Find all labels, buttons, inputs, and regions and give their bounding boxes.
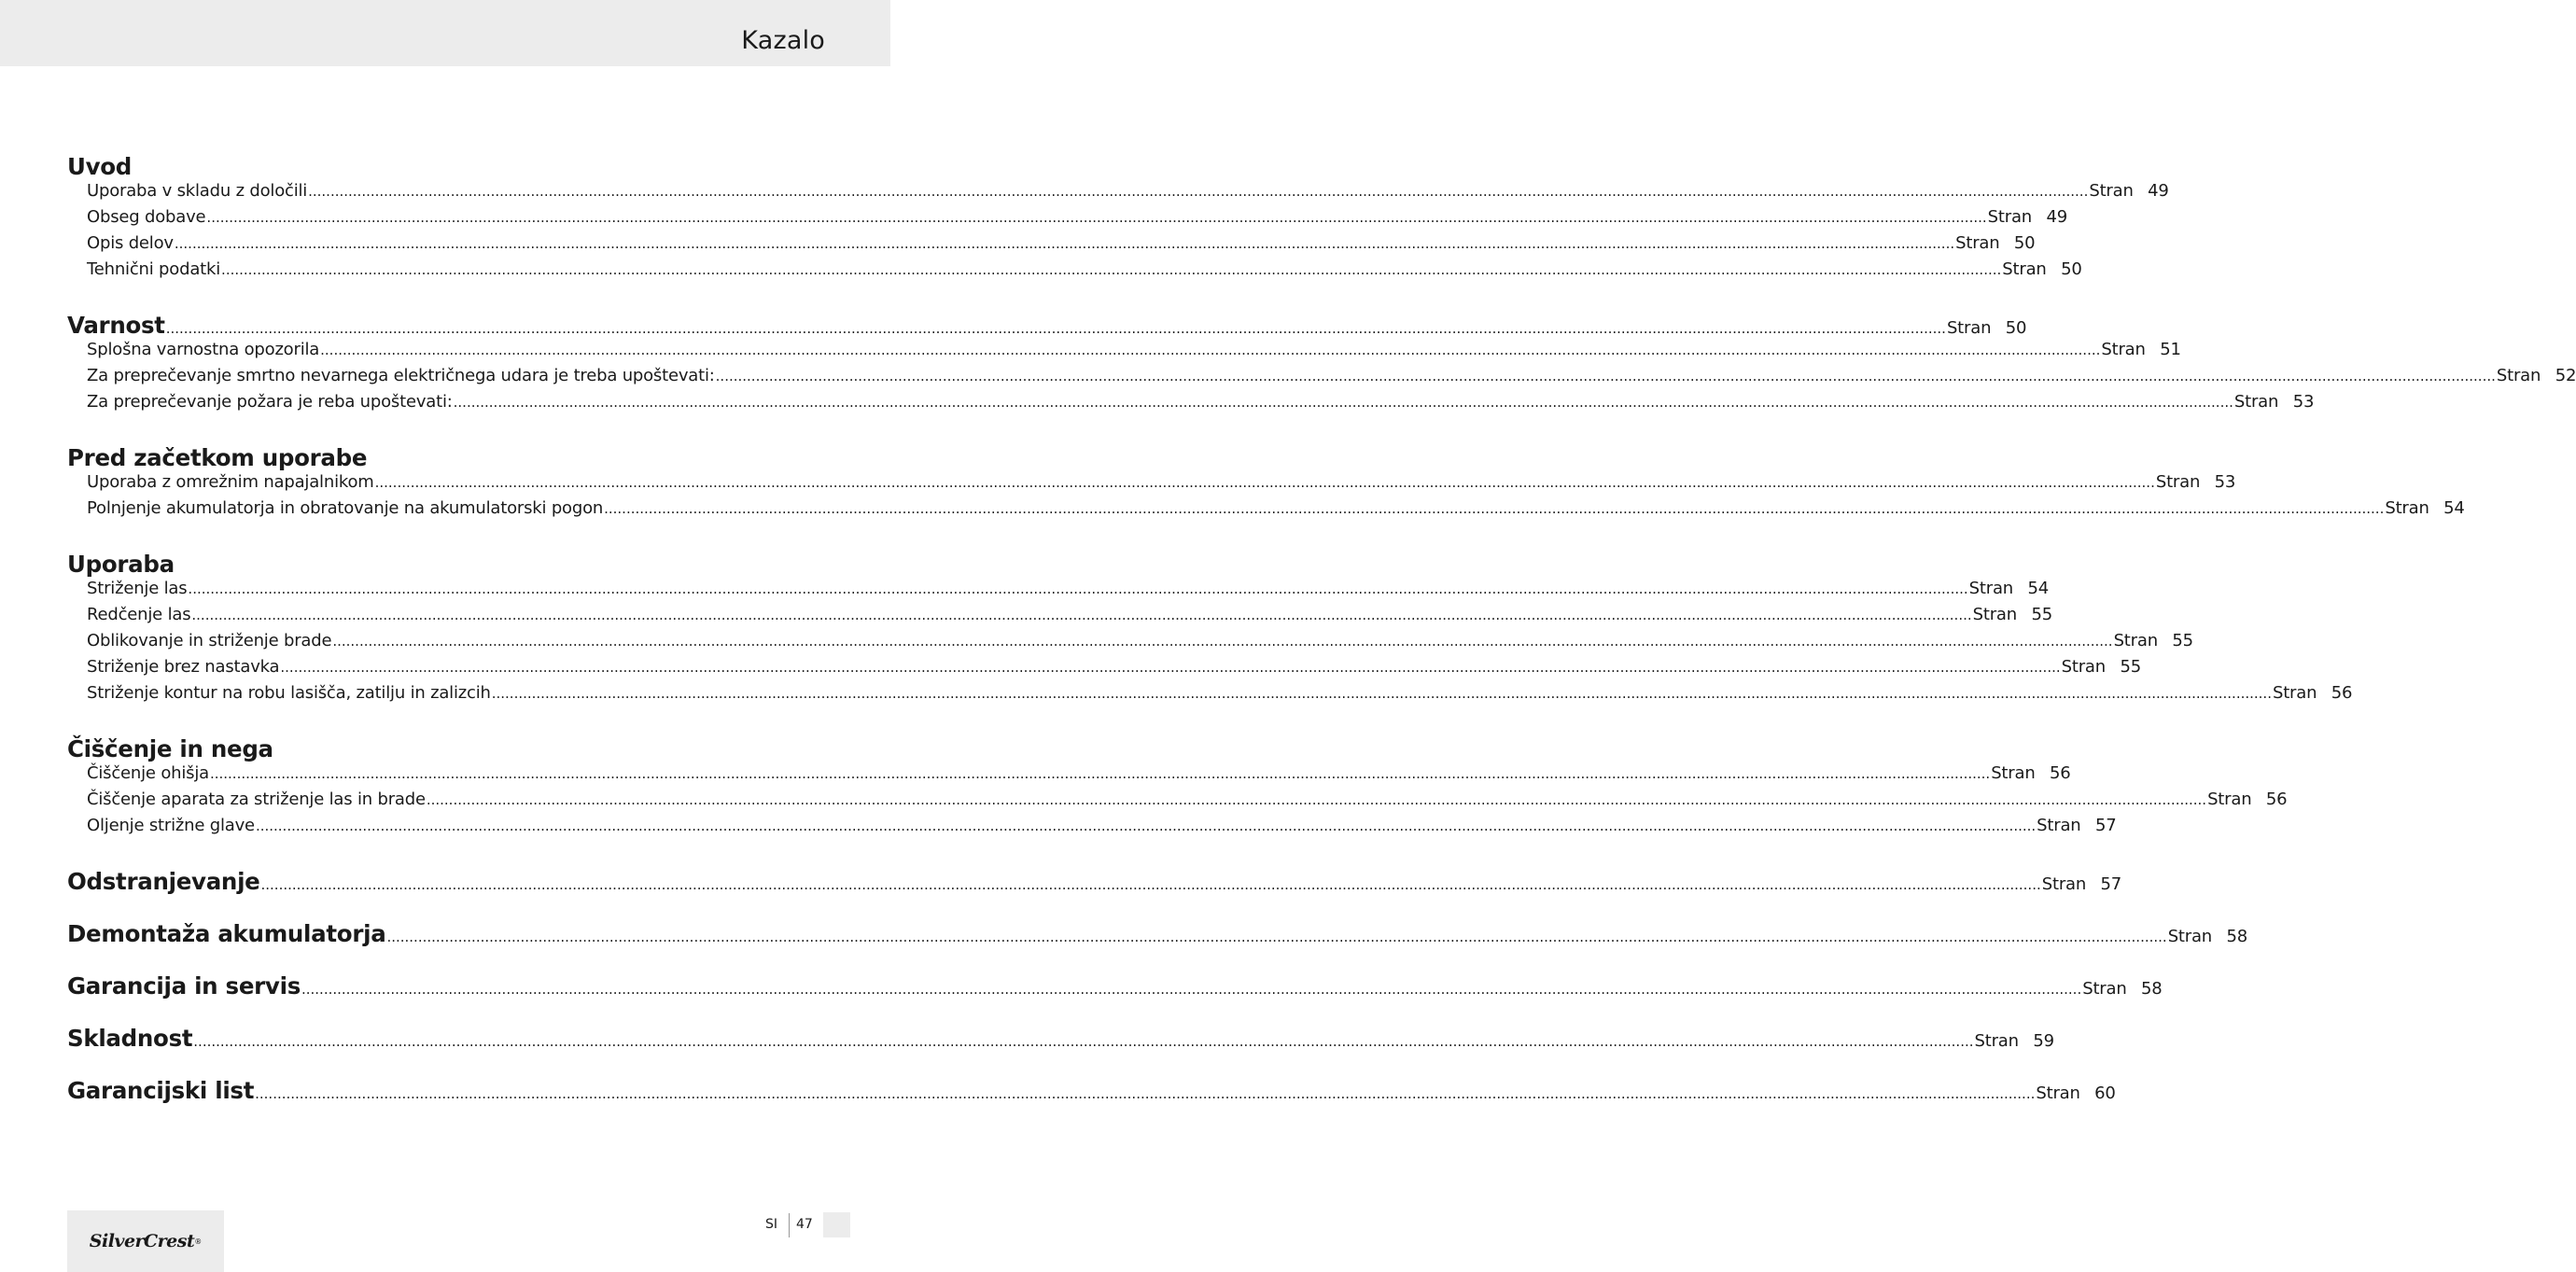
toc-section-title: Uporaba (67, 551, 175, 578)
language-code: SI (765, 1217, 778, 1232)
toc-page-number: 49 (2046, 207, 2067, 227)
toc-page-prefix: Stran (2167, 927, 2213, 946)
toc-entry-label: Polnjenje akumulatorja in obratovanje na akumulatorski pogon (87, 498, 604, 518)
toc-page-prefix: Stran (2496, 366, 2541, 385)
toc-page-number: 50 (2005, 318, 2027, 338)
toc-page-number: 53 (2214, 472, 2236, 492)
toc-section-row (67, 920, 2248, 948)
toc-section-row (67, 312, 2027, 340)
toc-page-number: 57 (2100, 874, 2122, 894)
toc-page-number: 59 (2033, 1031, 2054, 1051)
toc-entry (67, 605, 2052, 631)
toc-page-prefix: Stran (2036, 1083, 2080, 1103)
toc-section-row (67, 1077, 2116, 1105)
toc-entry (67, 233, 2036, 259)
toc-entry (67, 207, 2067, 233)
toc-page-number: 49 (2148, 181, 2169, 201)
toc-entry-label: Oljenje strižne glave (87, 816, 255, 835)
toc-entry-label: Striženje brez nastavka (87, 657, 280, 677)
toc-section-title: Garancija in servis (67, 972, 301, 999)
toc-entry (67, 683, 2353, 709)
toc-section-row (67, 868, 2122, 896)
toc-entry (67, 631, 2193, 657)
toc-page-number: 56 (2331, 683, 2353, 703)
toc-page-prefix: Stran (1946, 318, 1992, 338)
toc-entry (67, 340, 2181, 366)
toc-leader-dots: ................................................................................................................................................................................................................................................................................................................................................................................................................ (491, 685, 2272, 702)
toc-leader-dots: ................................................................................................................................................................................................................................................................................................................................................................................................................ (374, 474, 2155, 491)
toc-page-prefix: Stran (2385, 498, 2429, 518)
toc-entry-label: Tehnični podatki (87, 259, 221, 279)
toc-page-number: 55 (2172, 631, 2193, 650)
toc-entry (67, 498, 2465, 524)
toc-leader-dots: ................................................................................................................................................................................................................................................................................................................................................................................................................ (255, 818, 2037, 834)
toc-leader-dots: ................................................................................................................................................................................................................................................................................................................................................................................................................ (301, 981, 2082, 998)
toc-page-prefix: Stran (2041, 874, 2087, 894)
page-number: 47 (796, 1217, 813, 1232)
footer-divider (789, 1213, 790, 1237)
toc-spacer (67, 286, 820, 312)
toc-leader-dots: ................................................................................................................................................................................................................................................................................................................................................................................................................ (206, 209, 1987, 226)
toc-spacer (67, 1000, 820, 1025)
toc-page-prefix: Stran (2101, 340, 2146, 359)
toc-spacer (67, 896, 820, 920)
toc-page-prefix: Stran (1974, 1031, 2019, 1051)
toc-entry (67, 392, 2315, 418)
toc-entry (67, 763, 2071, 790)
toc-entry-label: Oblikovanje in striženje brade (87, 631, 332, 650)
toc-leader-dots: ................................................................................................................................................................................................................................................................................................................................................................................................................ (715, 368, 2496, 384)
toc-leader-dots: ................................................................................................................................................................................................................................................................................................................................................................................................................ (260, 876, 2041, 893)
toc-page-number: 53 (2292, 392, 2315, 412)
toc-page-number: 55 (2120, 657, 2141, 677)
toc-page-prefix: Stran (2113, 631, 2158, 650)
toc-leader-dots: ................................................................................................................................................................................................................................................................................................................................................................................................................ (280, 659, 2061, 676)
toc-leader-dots: ................................................................................................................................................................................................................................................................................................................................................................................................................ (255, 1085, 2036, 1102)
toc-section-row (67, 972, 2163, 1000)
toc-page-prefix: Stran (2002, 259, 2047, 279)
toc-page-number: 52 (2555, 366, 2576, 385)
toc-page-prefix: Stran (1991, 763, 2036, 783)
toc-page-prefix: Stran (2272, 683, 2317, 703)
brand-name: SilverCrest (89, 1231, 195, 1251)
toc-page-prefix: Stran (1987, 207, 2032, 227)
brand-logo (67, 1210, 224, 1272)
toc-entry-label: Za preprečevanje smrtno nevarnega električnega udara je treba upoštevati: (87, 366, 715, 385)
toc-page-prefix: Stran (1955, 233, 2000, 253)
toc-page-number: 54 (2027, 579, 2049, 598)
toc-section-title: Skladnost (67, 1025, 193, 1052)
toc-leader-dots: ................................................................................................................................................................................................................................................................................................................................................................................................................ (308, 183, 2089, 200)
toc-spacer (67, 418, 820, 444)
toc-page-number: 50 (2013, 233, 2036, 253)
toc-entry (67, 579, 2049, 605)
toc-leader-dots: ................................................................................................................................................................................................................................................................................................................................................................................................................ (221, 261, 2002, 278)
toc-section-title: Odstranjevanje (67, 868, 260, 895)
toc-page-number: 55 (2031, 605, 2052, 624)
table-of-contents (67, 153, 2576, 1105)
toc-page-prefix: Stran (1972, 605, 2017, 624)
toc-entry-label: Redčenje las (87, 605, 191, 624)
toc-page-prefix: Stran (2155, 472, 2201, 492)
toc-section-title: Varnost (67, 312, 165, 339)
toc-leader-dots: ................................................................................................................................................................................................................................................................................................................................................................................................................ (320, 342, 2101, 358)
toc-spacer (67, 948, 820, 972)
toc-spacer (67, 709, 820, 735)
toc-page-prefix: Stran (2082, 979, 2127, 999)
toc-page-prefix: Stran (2089, 181, 2134, 201)
toc-section-row (67, 1025, 2054, 1053)
toc-leader-dots: ................................................................................................................................................................................................................................................................................................................................................................................................................ (191, 607, 1972, 623)
toc-entry-label: Obseg dobave (87, 207, 206, 227)
brand-registered-mark: ® (194, 1237, 203, 1246)
toc-page-number: 58 (2226, 927, 2248, 946)
toc-leader-dots: ................................................................................................................................................................................................................................................................................................................................................................................................................ (426, 791, 2207, 808)
toc-page-prefix: Stran (2233, 392, 2279, 412)
toc-page-prefix: Stran (2207, 790, 2252, 809)
toc-spacer (67, 1053, 820, 1077)
toc-leader-dots: ................................................................................................................................................................................................................................................................................................................................................................................................................ (193, 1033, 1974, 1050)
toc-page-number: 57 (2094, 816, 2117, 835)
toc-entry (67, 472, 2236, 498)
page-title: Kazalo (741, 26, 825, 55)
toc-leader-dots: ................................................................................................................................................................................................................................................................................................................................................................................................................ (174, 235, 1955, 252)
toc-entry (67, 366, 2576, 392)
toc-leader-dots: ................................................................................................................................................................................................................................................................................................................................................................................................................ (209, 765, 1991, 782)
toc-page-prefix: Stran (1968, 579, 2013, 598)
toc-entry (67, 816, 2117, 842)
toc-entry (67, 790, 2288, 816)
toc-spacer (67, 524, 820, 551)
toc-section-title: Čiščenje in nega (67, 735, 273, 762)
toc-entry-label: Uporaba v skladu z določili (87, 181, 308, 201)
toc-section-title: Garancijski list (67, 1077, 255, 1104)
toc-page-number: 56 (2265, 790, 2288, 809)
toc-entry (67, 259, 2082, 286)
toc-leader-dots: ................................................................................................................................................................................................................................................................................................................................................................................................................ (604, 500, 2385, 517)
toc-entry-label: Striženje kontur na robu lasišča, zatilju in zalizcih (87, 683, 491, 703)
toc-page-number: 60 (2094, 1083, 2116, 1103)
toc-spacer (67, 842, 820, 868)
toc-page-prefix: Stran (2037, 816, 2081, 835)
toc-page-number: 54 (2443, 498, 2465, 518)
toc-entry-label: Čiščenje ohišja (87, 763, 209, 783)
toc-entry-label: Čiščenje aparata za striženje las in brade (87, 790, 426, 809)
toc-entry (67, 657, 2141, 683)
toc-page-number: 50 (2061, 259, 2082, 279)
toc-leader-dots: ................................................................................................................................................................................................................................................................................................................................................................................................................ (386, 929, 2167, 945)
toc-entry (67, 181, 2169, 207)
toc-entry-label: Uporaba z omrežnim napajalnikom (87, 472, 374, 492)
toc-leader-dots: ................................................................................................................................................................................................................................................................................................................................................................................................................ (453, 394, 2233, 411)
toc-entry-label: Za preprečevanje požara je reba upoštevati: (87, 392, 453, 412)
toc-leader-dots: ................................................................................................................................................................................................................................................................................................................................................................................................................ (165, 320, 1946, 337)
toc-entry-label: Opis delov (87, 233, 174, 253)
toc-section-title: Uvod (67, 153, 133, 180)
toc-page-number: 51 (2160, 340, 2181, 359)
footer-box (823, 1212, 850, 1237)
toc-page-number: 56 (2050, 763, 2071, 783)
toc-leader-dots: ................................................................................................................................................................................................................................................................................................................................................................................................................ (332, 633, 2113, 650)
toc-section-title: Demontaža akumulatorja (67, 920, 386, 947)
toc-page-prefix: Stran (2061, 657, 2106, 677)
toc-section-title: Pred začetkom uporabe (67, 444, 368, 471)
toc-entry-label: Splošna varnostna opozorila (87, 340, 320, 359)
toc-leader-dots: ................................................................................................................................................................................................................................................................................................................................................................................................................ (188, 580, 1968, 597)
toc-entry-label: Striženje las (87, 579, 188, 598)
toc-page-number: 58 (2141, 979, 2163, 999)
